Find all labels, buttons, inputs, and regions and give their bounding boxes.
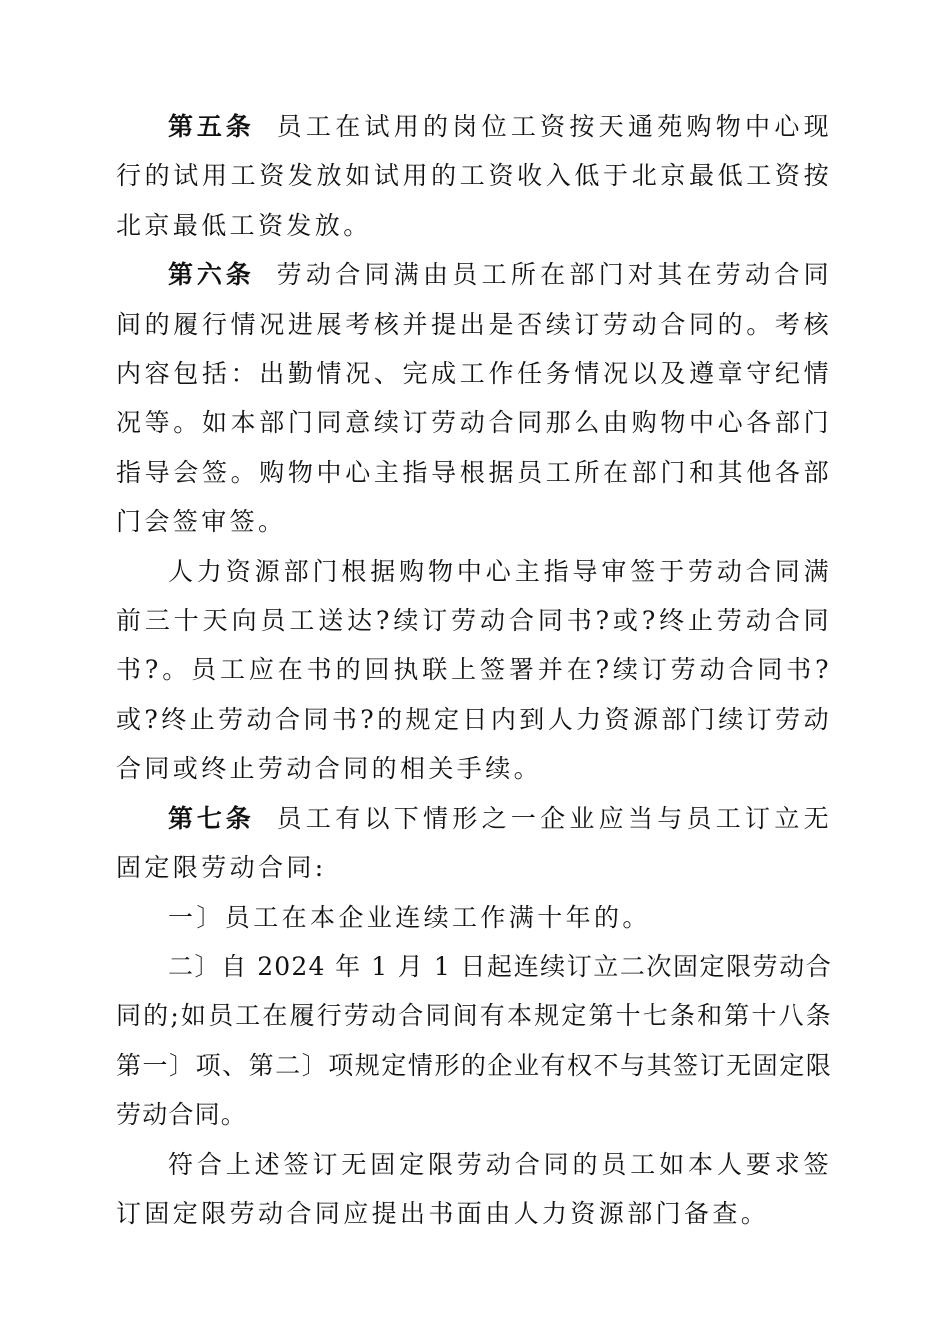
article-7-text: 员工有以下情形之一企业应当与员工订立无固定限劳动合同: [116, 803, 832, 883]
fixed-term-request-paragraph [116, 1140, 832, 1239]
renewal-notice-paragraph [116, 547, 832, 794]
clause-1-text: 一〕员工在本企业连续工作满十年的。 [168, 902, 651, 932]
article-5-heading: 第五条 [168, 112, 255, 141]
renewal-notice-text: 人力资源部门根据购物中心主指导审签于劳动合同满前三十天向员工送达?续订劳动合同书?或?终止劳动合同书?。员工应在书的回执联上签署并在?续订劳动合同书?或?终止劳动合同书?的规定日内到人力资源部门续订劳动合同或终止劳动合同的相关手续。 [116, 556, 832, 784]
article-6-paragraph [116, 250, 832, 546]
article-5-text: 员工在试用的岗位工资按天通苑购物中心现行的试用工资发放如试用的工资收入低于北京最低工资按北京最低工资发放。 [116, 112, 832, 240]
clause-2-paragraph [116, 942, 832, 1140]
clause-2-text: 二〕自 2024 年 1 月 1 日起连续订立二次固定限劳动合同的;如员工在履行劳动合同间有本规定第十七条和第十八条第一〕项、第二〕项规定情形的企业有权不与其签订无固定限劳动合同。 [116, 951, 832, 1130]
article-7-paragraph [116, 794, 832, 893]
article-6-text: 劳动合同满由员工所在部门对其在劳动合同间的履行情况进展考核并提出是否续订劳动合同的。考核内容包括：出勤情况、完成工作任务情况以及遵章守纪情况等。如本部门同意续订劳动合同那么由购物中心各部门指导会签。购物中心主指导根据员工所在部门和其他各部门会签审签。 [116, 260, 832, 537]
article-7-heading: 第七条 [168, 803, 255, 833]
article-6-heading: 第六条 [168, 260, 255, 290]
article-5-paragraph [116, 102, 832, 250]
fixed-term-request-text: 符合上述签订无固定限劳动合同的员工如本人要求签订固定限劳动合同应提出书面由人力资源部门备查。 [116, 1149, 832, 1228]
document-page [116, 102, 832, 1238]
clause-1-paragraph [116, 893, 832, 942]
